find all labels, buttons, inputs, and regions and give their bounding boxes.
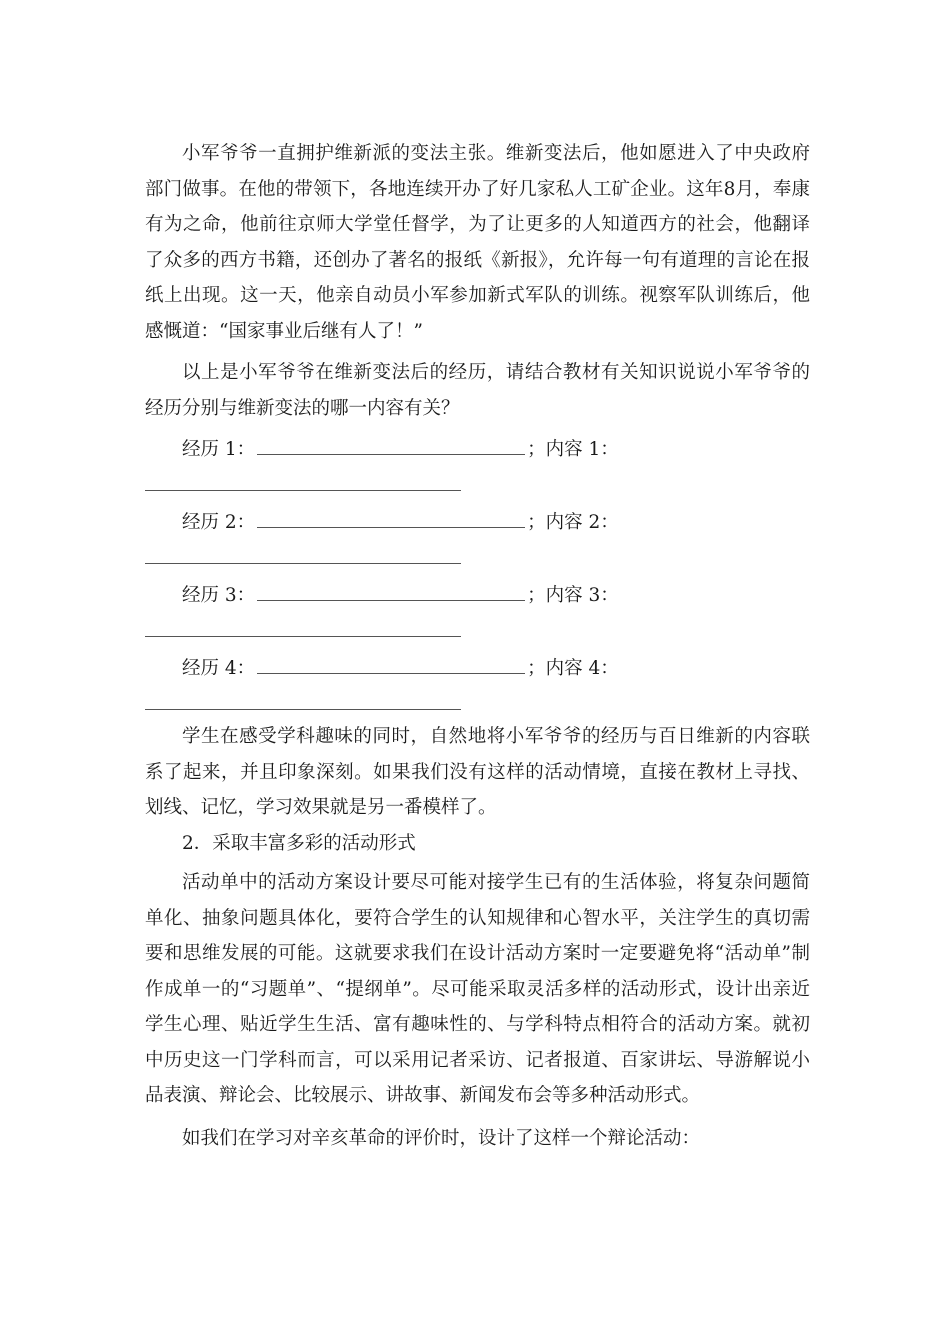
content-blank[interactable] bbox=[145, 490, 461, 491]
content-blank[interactable] bbox=[145, 709, 461, 710]
experience-label: 经历 1： bbox=[182, 439, 256, 460]
content-label: ；内容 4： bbox=[527, 658, 619, 679]
paragraph-story: 小军爷爷一直拥护维新派的变法主张。维新变法后，他如愿进入了中央政府部门做事。在他的带领下，各地连续开办了好几家私人工矿企业。这年8月，奉康有为之命，他前往京师大学堂任督学，为了让更多的人知道西方的社会，他翻译了众多的西方书籍，还创办了著名的报纸《新报》，允许每一句有道理的言论在报纸上出现。这一天，他亲自动员小军参加新式军队的训练。视察军队训练后，他感慨道：“国家事业后继有人了！” bbox=[145, 143, 810, 342]
paragraph-activity-forms: 活动单中的活动方案设计要尽可能对接学生已有的生活体验，将复杂问题简单化、抽象问题具体化，要符合学生的认知规律和心智水平，关注学生的真切需要和思维发展的可能。这就要求我们在设计活动方案时一定要避免将“活动单”制作成单一的“习题单”、“提纲单”。尽可能采取灵活多样的活动形式，设计出亲近学生心理、贴近学生生活、富有趣味性的、与学科特点相符合的活动方案。就初中历史这一门学科而言，可以采用记者采访、记者报道、百家讲坛、导游解说小品表演、辩论会、比较展示、讲故事、新闻发布会等多种活动形式。 bbox=[145, 872, 810, 1106]
content-label: ；内容 2： bbox=[527, 512, 619, 533]
experience-label: 经历 4： bbox=[182, 658, 256, 679]
paragraph-debate-intro: 如我们在学习对辛亥革命的评价时，设计了这样一个辩论活动： bbox=[182, 1128, 701, 1149]
experience-blank[interactable] bbox=[257, 582, 525, 601]
blank-row-4 bbox=[182, 655, 619, 681]
paragraph-question: 以上是小军爷爷在维新变法后的经历，请结合教材有关知识说说小军爷爷的经历分别与维新变法的哪一内容有关？ bbox=[145, 362, 810, 419]
experience-blank[interactable] bbox=[257, 436, 525, 455]
content-label: ；内容 3： bbox=[527, 585, 619, 606]
experience-blank[interactable] bbox=[257, 509, 525, 528]
blank-row-1 bbox=[182, 436, 619, 462]
experience-blank[interactable] bbox=[257, 655, 525, 674]
experience-label: 经历 3： bbox=[182, 585, 256, 606]
content-blank[interactable] bbox=[145, 636, 461, 637]
content-blank[interactable] bbox=[145, 563, 461, 564]
blank-row-3 bbox=[182, 582, 619, 608]
content-label: ；内容 1： bbox=[527, 439, 619, 460]
section-heading: 2．采取丰富多彩的活动形式 bbox=[182, 833, 416, 854]
experience-label: 经历 2： bbox=[182, 512, 256, 533]
blank-row-2 bbox=[182, 509, 619, 535]
paragraph-reflection: 学生在感受学科趣味的同时，自然地将小军爷爷的经历与百日维新的内容联系了起来，并且印象深刻。如果我们没有这样的活动情境，直接在教材上寻找、划线、记忆，学习效果就是另一番模样了。 bbox=[145, 726, 810, 818]
